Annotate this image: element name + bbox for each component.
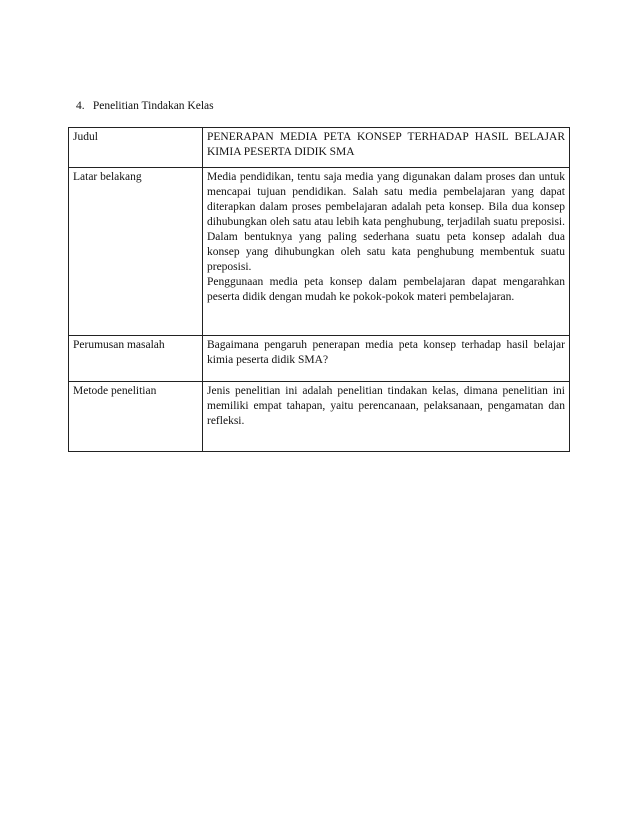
metode-penelitian-text: Jenis penelitian ini adalah penelitian tindakan kelas, dimana penelitian ini memiliki empat tahapan, yaitu perencanaan, pelaksanaan, pengamatan dan refleksi. [207, 385, 565, 427]
table-row-latar-belakang [69, 168, 570, 336]
row-label-metode-penelitian: Metode penelitian [69, 382, 203, 452]
perumusan-masalah-text: Bagaimana pengaruh penerapan media peta konsep terhadap hasil belajar kimia peserta didik SMA? [207, 339, 565, 366]
table-row-perumusan-masalah [69, 336, 570, 382]
section-title: Penelitian Tindakan Kelas [92, 100, 214, 112]
section-heading [76, 99, 214, 113]
row-content-judul [203, 128, 570, 168]
section-number: 4. [76, 100, 85, 112]
table-row-metode-penelitian [69, 382, 570, 452]
table-row-judul [69, 128, 570, 168]
row-label-perumusan-masalah: Perumusan masalah [69, 336, 203, 382]
judul-text: PENERAPAN MEDIA PETA KONSEP TERHADAP HASIL BELAJAR KIMIA PESERTA DIDIK SMA [207, 131, 565, 158]
row-content-metode-penelitian [203, 382, 570, 452]
row-label-latar-belakang: Latar belakang [69, 168, 203, 336]
latar-belakang-paragraph-1: Media pendidikan, tentu saja media yang digunakan dalam proses dan untuk mencapai tujuan pendidikan. Salah satu media pembelajaran yang dapat diterapkan dalam proses pembelajaran adalah peta konsep. Bila dua konsep dihubungkan oleh satu atau lebih kata penghubung, terjadilah suatu preposisi. Dalam bentuknya yang paling sederhana suatu peta konsep adalah dua konsep yang dihubungkan oleh satu kata penghubung membentuk suatu preposisi. [207, 171, 565, 273]
row-content-latar-belakang [203, 168, 570, 336]
row-label-judul: Judul [69, 128, 203, 168]
research-info-table [68, 127, 570, 452]
latar-belakang-paragraph-2: Penggunaan media peta konsep dalam pembelajaran dapat mengarahkan peserta didik dengan mudah ke pokok-pokok materi pembelajaran. [207, 276, 565, 303]
row-content-perumusan-masalah [203, 336, 570, 382]
